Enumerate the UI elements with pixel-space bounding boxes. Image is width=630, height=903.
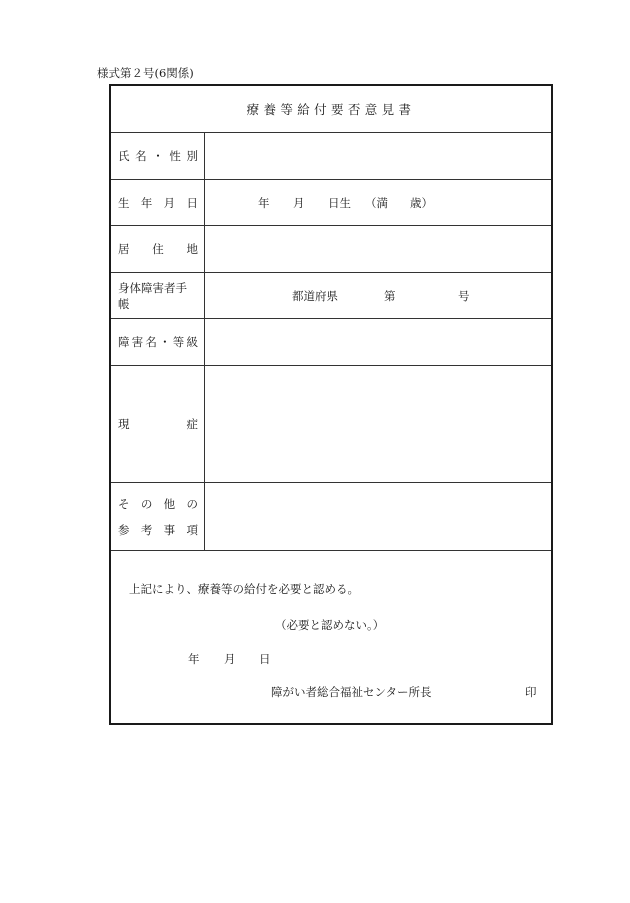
- other-field[interactable]: [205, 483, 551, 550]
- date-month-unit: 月: [224, 652, 236, 666]
- seal-mark: 印: [525, 685, 537, 699]
- number-suffix: 号: [458, 288, 470, 303]
- address-field[interactable]: [205, 226, 551, 272]
- other-label-line2: 参 考 事 項: [118, 522, 198, 537]
- age-close: 歳）: [410, 195, 433, 210]
- handbook-field[interactable]: [205, 273, 551, 318]
- address-label-text: 居 住 地: [118, 242, 198, 256]
- disability-label-text: 障 害 名 ・ 等 級: [118, 335, 198, 349]
- address-label: [111, 226, 205, 272]
- symptoms-label-text: [118, 416, 198, 432]
- form-number: 様式第２号(6関係): [97, 66, 194, 80]
- date-year-unit: 年: [188, 652, 200, 666]
- symptoms-label: [111, 366, 205, 482]
- name-sex-label-text: 氏 名 ・ 性 別: [118, 149, 198, 163]
- opinion-form: [109, 84, 553, 725]
- form-title: 療養等給付要否意見書: [246, 102, 416, 117]
- date-day-unit: 日: [259, 652, 271, 666]
- handbook-label-text: 身体障害者手帳: [118, 280, 187, 311]
- symptoms-label-b: 症: [186, 417, 198, 431]
- name-sex-row: [111, 133, 551, 180]
- birth-field[interactable]: [205, 180, 551, 225]
- declaration-section: [111, 551, 551, 723]
- declaration-statement: 上記により、療養等の給付を必要と認める。: [129, 582, 359, 596]
- symptoms-field[interactable]: [205, 366, 551, 482]
- birth-row: [111, 180, 551, 226]
- symptoms-row: [111, 366, 551, 483]
- name-sex-field[interactable]: [205, 133, 551, 179]
- birth-label-text: 生 年 月 日: [118, 195, 198, 210]
- disability-label: [111, 319, 205, 365]
- birth-month-unit: 月: [293, 195, 305, 210]
- birth-label: [111, 180, 205, 225]
- declaration-alternative: （必要と認めない。）: [275, 618, 385, 632]
- other-label: [111, 483, 205, 550]
- title-row: [111, 86, 551, 133]
- signer-title: 障がい者総合福祉センター所長: [271, 685, 432, 699]
- handbook-row: [111, 273, 551, 319]
- number-prefix: 第: [384, 288, 396, 303]
- disability-row: [111, 319, 551, 366]
- name-sex-label: [111, 133, 205, 179]
- birth-day-unit: 日生: [328, 195, 351, 210]
- prefecture-unit: 都道府県: [292, 288, 338, 303]
- handbook-label: [111, 273, 205, 318]
- symptoms-label-a: 現: [118, 417, 130, 431]
- other-label-line1: そ の 他 の: [118, 496, 198, 511]
- birth-year-unit: 年: [258, 195, 270, 210]
- age-open: （満: [365, 195, 388, 210]
- disability-field[interactable]: [205, 319, 551, 365]
- address-row: [111, 226, 551, 273]
- other-row: [111, 483, 551, 551]
